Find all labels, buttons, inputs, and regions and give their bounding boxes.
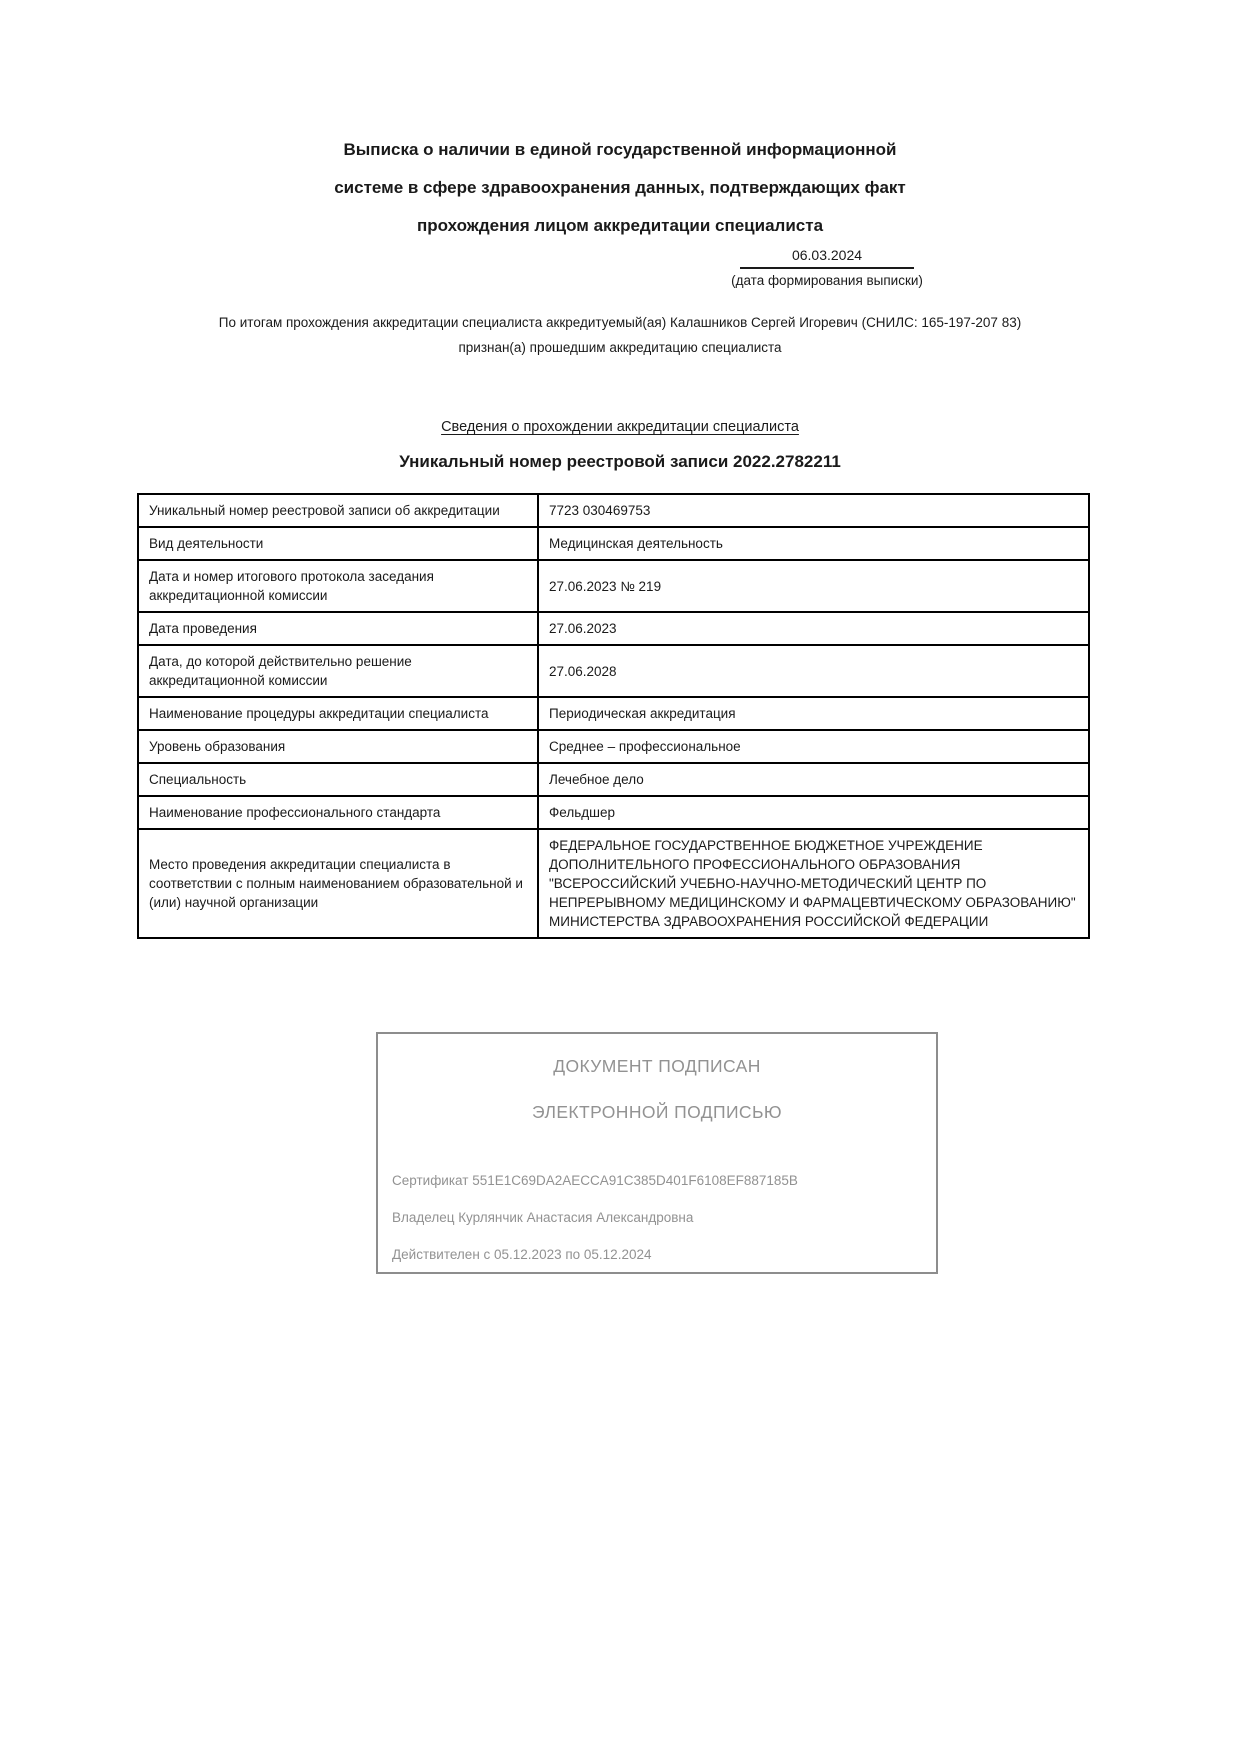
row-value: Лечебное дело bbox=[538, 763, 1089, 796]
table-row bbox=[138, 612, 1089, 645]
accreditation-table bbox=[137, 493, 1090, 939]
table-row bbox=[138, 763, 1089, 796]
row-label: Уникальный номер реестровой записи об аккредитации bbox=[138, 494, 538, 527]
document-title-line-3: прохождения лицом аккредитации специалиста bbox=[416, 216, 824, 235]
table-row bbox=[138, 560, 1089, 612]
row-label: Место проведения аккредитации специалиста в соответствии с полным наименованием образовательной и (или) научной организации bbox=[138, 829, 538, 938]
signature-details bbox=[392, 1171, 922, 1264]
signature-title-line-1: ДОКУМЕНТ ПОДПИСАН bbox=[553, 1056, 761, 1076]
row-label: Дата проведения bbox=[138, 612, 538, 645]
extract-date: 06.03.2024 bbox=[740, 246, 914, 269]
row-label: Дата и номер итогового протокола заседания аккредитационной комиссии bbox=[138, 560, 538, 612]
row-value: Периодическая аккредитация bbox=[538, 697, 1089, 730]
row-label: Наименование процедуры аккредитации специалиста bbox=[138, 697, 538, 730]
table-row bbox=[138, 494, 1089, 527]
row-label: Дата, до которой действительно решение аккредитационной комиссии bbox=[138, 645, 538, 697]
table-row bbox=[138, 730, 1089, 763]
row-label: Специальность bbox=[138, 763, 538, 796]
table-row bbox=[138, 796, 1089, 829]
table-row bbox=[138, 527, 1089, 560]
row-value: 27.06.2023 № 219 bbox=[538, 560, 1089, 612]
extract-date-caption: (дата формирования выписки) bbox=[731, 273, 923, 288]
signature-owner: Владелец Курлянчик Анастасия Александровна bbox=[392, 1210, 694, 1225]
electronic-signature-box bbox=[376, 1032, 938, 1274]
row-value: ФЕДЕРАЛЬНОЕ ГОСУДАРСТВЕННОЕ БЮДЖЕТНОЕ УЧРЕЖДЕНИЕ ДОПОЛНИТЕЛЬНОГО ПРОФЕССИОНАЛЬНОГО ОБРАЗОВАНИЯ "ВСЕРОССИЙСКИЙ УЧЕБНО-НАУЧНО-МЕТОДИЧЕСКИЙ ЦЕНТР ПО НЕПРЕРЫВНОМУ МЕДИЦИНСКОМУ И ФАРМАЦЕВТИЧЕСКОМУ ОБРАЗОВАНИЮ" МИНИСТЕРСТВА ЗДРАВООХРАНЕНИЯ РОССИЙСКОЙ ФЕДЕРАЦИИ bbox=[538, 829, 1089, 938]
extract-date-block bbox=[677, 246, 977, 290]
signature-validity: Действителен с 05.12.2023 по 05.12.2024 bbox=[392, 1247, 652, 1262]
row-label: Вид деятельности bbox=[138, 527, 538, 560]
row-value: 27.06.2023 bbox=[538, 612, 1089, 645]
intro-line-2: признан(а) прошедшим аккредитацию специалиста bbox=[458, 340, 782, 355]
table-row bbox=[138, 697, 1089, 730]
registry-number-heading: Уникальный номер реестровой записи 2022.2782211 bbox=[399, 452, 841, 471]
section-heading: Сведения о прохождении аккредитации специалиста bbox=[441, 419, 799, 435]
row-value: Медицинская деятельность bbox=[538, 527, 1089, 560]
intro-paragraph bbox=[60, 310, 1180, 360]
intro-line-1: По итогам прохождения аккредитации специалиста аккредитуемый(ая) Калашников Сергей Игоревич (СНИЛС: 165-197-207 83) bbox=[218, 315, 1022, 330]
signature-title-line-2: ЭЛЕКТРОННОЙ ПОДПИСЬЮ bbox=[532, 1102, 782, 1122]
row-label: Уровень образования bbox=[138, 730, 538, 763]
document-title-line-2: системе в сфере здравоохранения данных, подтверждающих факт bbox=[334, 178, 906, 197]
row-value: Среднее – профессиональное bbox=[538, 730, 1089, 763]
table-row bbox=[138, 645, 1089, 697]
signature-certificate: Сертификат 551E1C69DA2AECCA91C385D401F6108EF887185B bbox=[392, 1173, 798, 1188]
row-value: Фельдшер bbox=[538, 796, 1089, 829]
row-value: 7723 030469753 bbox=[538, 494, 1089, 527]
table-row bbox=[138, 829, 1089, 938]
document-title-line-1: Выписка о наличии в единой государственной информационной bbox=[343, 140, 897, 159]
row-label: Наименование профессионального стандарта bbox=[138, 796, 538, 829]
document-title bbox=[0, 131, 1240, 245]
row-value: 27.06.2028 bbox=[538, 645, 1089, 697]
